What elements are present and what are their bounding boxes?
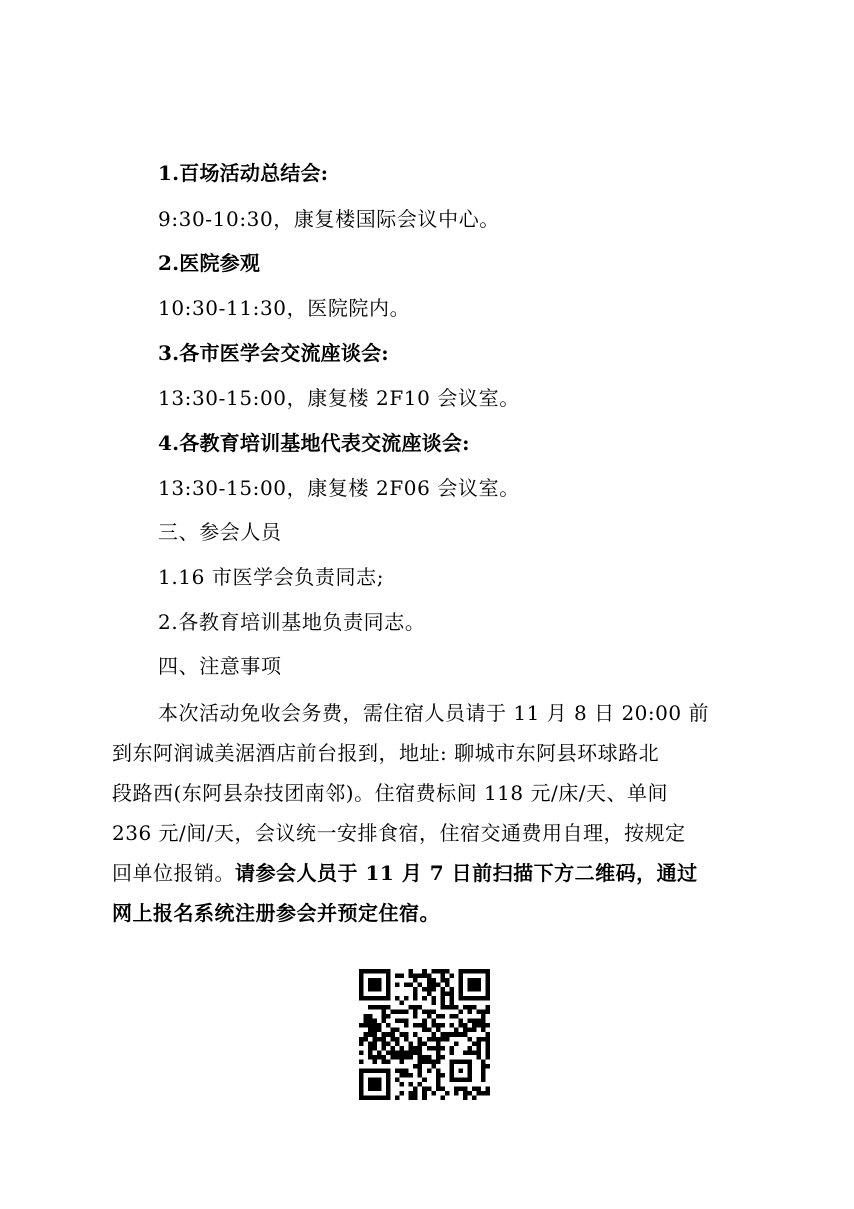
item-1-detail: 9:30-10:30，康复楼国际会议中心。 (158, 207, 500, 231)
section-3-line-2: 2.各教育培训基地负责同志。 (158, 610, 426, 634)
item-3-heading: 3.各市医学会交流座谈会: (158, 341, 389, 365)
notice-row-3: 段路西(东阿县杂技团南邻)。住宿费标间 118 元/床/天、单间 (112, 781, 668, 805)
notice-row-5-normal: 回单位报销。 (112, 861, 235, 885)
notice-row-4: 236 元/间/天，会议统一安排食宿，住宿交通费用自理，按规定 (112, 821, 686, 845)
item-4-detail: 13:30-15:00，康复楼 2F06 会议室。 (158, 476, 520, 500)
notice-row-2: 到东阿润诚美涺酒店前台报到，地址: 聊城市东阿县环球路北 (112, 741, 660, 765)
notice-row-5-bold: 请参会人员于 11 月 7 日前扫描下方二维码，通过 (235, 861, 698, 885)
notice-paragraph (112, 693, 752, 933)
section-3-title: 三、参会人员 (158, 520, 282, 544)
item-4-heading: 4.各教育培训基地代表交流座谈会: (158, 431, 470, 455)
item-3-detail: 13:30-15:00，康复楼 2F10 会议室。 (158, 386, 520, 410)
item-2-detail: 10:30-11:30，医院院内。 (158, 296, 411, 320)
notice-row-1: 本次活动免收会务费，需住宿人员请于 11 月 8 日 20:00 前 (158, 701, 709, 725)
item-2-heading: 2.医院参观 (158, 251, 261, 275)
item-1-heading: 1.百场活动总结会: (158, 161, 329, 185)
registration-qr-code[interactable] (359, 969, 490, 1100)
section-4-title: 四、注意事项 (158, 654, 282, 678)
notice-row-5 (112, 853, 752, 893)
notice-row-6: 网上报名系统注册参会并预定住宿。 (112, 901, 440, 925)
section-3-line-1: 1.16 市医学会负责同志; (158, 565, 385, 589)
